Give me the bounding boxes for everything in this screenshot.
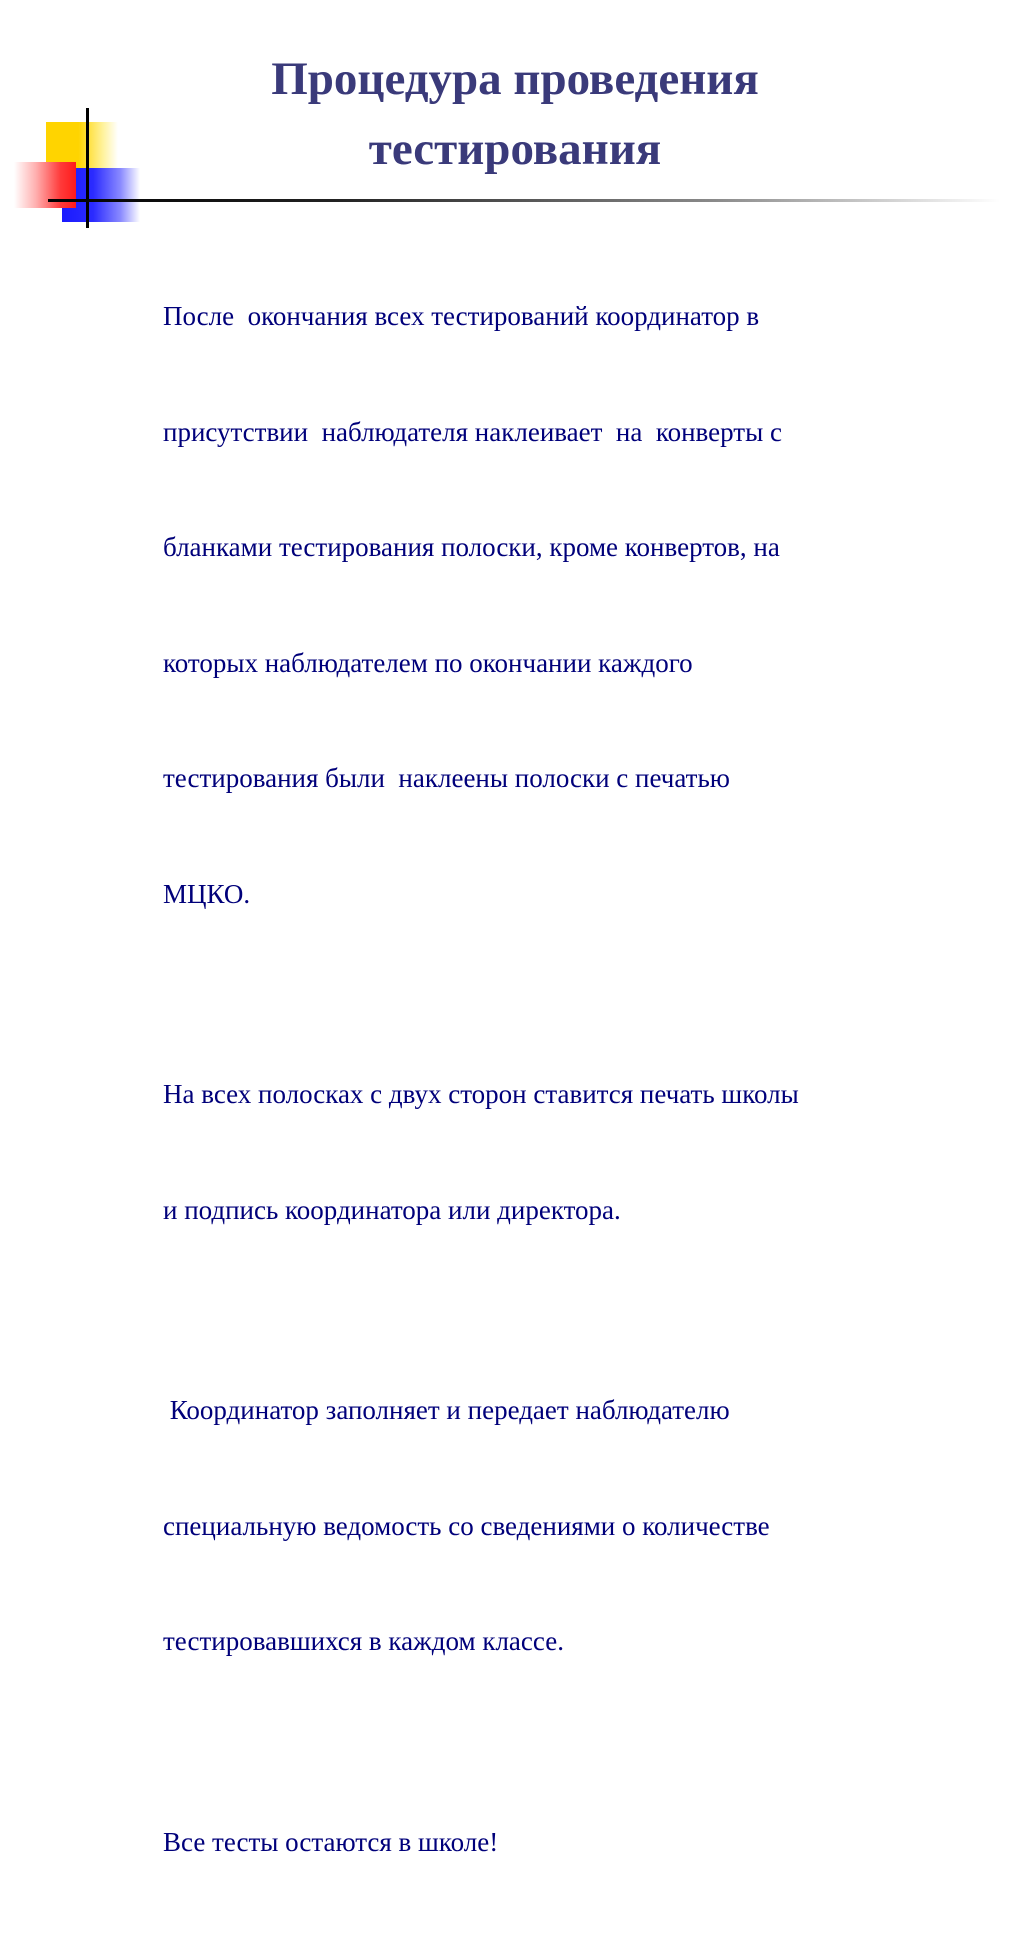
- text-line: тестировавшихся в каждом классе.: [163, 1626, 564, 1656]
- text-line: Все тесты остаются в школе!: [163, 1826, 499, 1857]
- slide-body: [163, 220, 983, 1946]
- slide-title-line-1: Процедура проведения: [271, 53, 759, 105]
- text-line: которых наблюдателем по окончании каждого: [163, 647, 693, 678]
- paragraph-stamps: [163, 998, 983, 1306]
- text-line: тестирования были наклеены полоски с печатью: [163, 763, 730, 793]
- text-line: Координатор заполняет и передает наблюдателю: [163, 1395, 730, 1425]
- paragraph-tests-remain: [163, 1746, 983, 1939]
- paragraph-statement: [163, 1314, 983, 1738]
- text-line: После окончания всех тестирований координатор в: [163, 301, 760, 331]
- text-line: специальную ведомость со сведениями о количестве: [163, 1510, 770, 1541]
- slide-title-line-2: тестирования: [368, 123, 662, 175]
- text-line: На всех полосках с двух сторон ставится печать школы: [163, 1079, 799, 1109]
- decor-vertical-line: [86, 108, 89, 228]
- text-line: бланками тестирования полоски, кроме конвертов, на: [163, 532, 780, 562]
- slide-title: [150, 44, 880, 184]
- text-line: присутствии наблюдателя наклеивает на конверты с: [163, 416, 782, 447]
- text-line: МЦКО.: [163, 878, 251, 909]
- title-underline: [48, 199, 1000, 202]
- text-line: и подпись координатора или директора.: [163, 1194, 621, 1225]
- paragraph-envelopes: [163, 220, 983, 990]
